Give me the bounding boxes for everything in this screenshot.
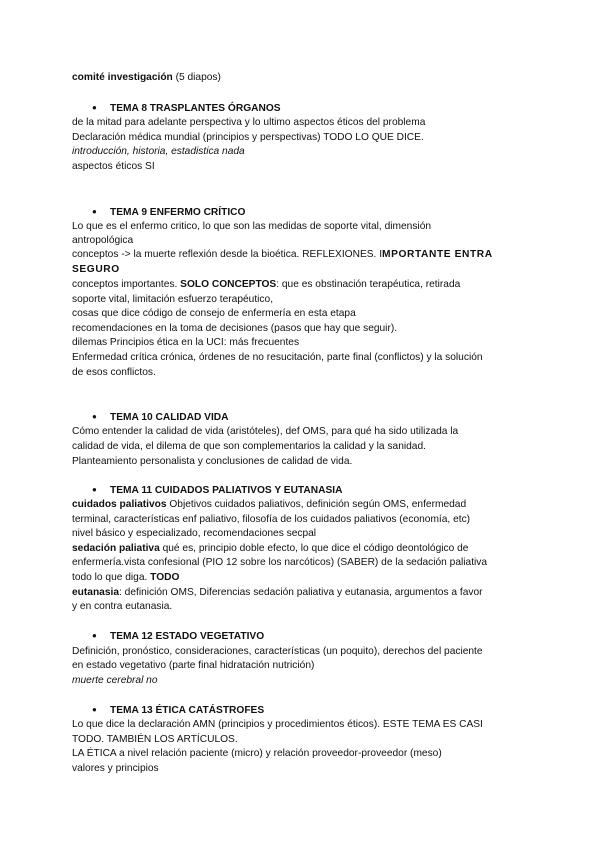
tema-10-line-2: calidad de vida, el dilema de que son complementarios la calidad y la sanidad. <box>72 441 426 452</box>
tema-9-line-3 <box>72 248 542 262</box>
tema-13-line-3: LA ÉTICA a nivel relación paciente (micro) y relación proveedor-proveedor (meso) <box>72 748 442 759</box>
tema-9-heading <box>92 205 562 220</box>
tema-9-line-9: dilemas Principios ética en la UCI: más frecuentes <box>72 337 300 348</box>
tema-12-line-1: Definición, pronóstico, consideraciones, características (un poquito), derechos del paciente <box>72 646 483 657</box>
tema-12-heading <box>92 629 562 644</box>
tema-11-line-4b: qué es, principio doble efecto, lo que dice el código deontológico de <box>159 543 469 554</box>
bullet-icon: ● <box>92 103 97 112</box>
tema-9-line-10: Enfermedad crítica crónica, órdenes de no resucitación, parte final (conflictos) y la solución <box>72 352 483 363</box>
bullet-icon: ● <box>92 631 97 640</box>
intro-rest: (5 diapos) <box>172 72 221 83</box>
tema-11-heading <box>92 483 562 498</box>
tema-9-line-2: antropológica <box>72 235 134 246</box>
tema-12-line-3: muerte cerebral no <box>72 675 158 686</box>
tema-11-title: TEMA 11 CUIDADOS PALIATIVOS Y EUTANASIA <box>110 485 343 496</box>
tema-9-line-5a: conceptos importantes. <box>72 279 181 290</box>
tema-11-line-6 <box>72 571 542 585</box>
tema-9-line-3b: MPORTANTE ENTRA <box>382 249 493 260</box>
tema-13-line-4: valores y principios <box>72 763 159 774</box>
bullet-icon: ● <box>92 705 97 714</box>
tema-10-line-3: Planteamiento personalista y conclusiones de calidad de vida. <box>72 456 353 467</box>
tema-11-line-1b: Objetivos cuidados paliativos, definición según OMS, enfermedad <box>166 499 467 510</box>
tema-11-line-4a: sedación paliativa <box>72 543 160 554</box>
tema-8-line-3: introducción, historia, estadistica nada <box>72 146 245 157</box>
tema-9-line-6: soporte vital, limitación esfuerzo terapéutico, <box>72 294 274 305</box>
tema-9-line-8: recomendaciones en la toma de decisiones (pasos que hay que seguir). <box>72 323 398 334</box>
tema-11-line-2: terminal, características enf paliativo, filosofía de los cuidados paliativos (economía, etc) <box>72 514 471 525</box>
tema-11-line-1a: cuidados paliativos <box>72 499 167 510</box>
tema-9-line-3a: conceptos -> la muerte reflexión desde la bioética. REFLEXIONES. I <box>72 249 383 260</box>
intro-line <box>72 71 542 85</box>
tema-8-line-1: de la mitad para adelante perspectiva y lo ultimo aspectos éticos del problema <box>72 117 426 128</box>
tema-9-line-5 <box>72 278 542 292</box>
tema-11-line-3: nivel básico y especializado, recomendaciones secpal <box>72 528 317 539</box>
tema-10-line-1: Cómo entender la calidad de vida (aristóteles), def OMS, para qué ha sido utilizada la <box>72 426 459 437</box>
tema-10-heading <box>92 410 562 425</box>
tema-8-title: TEMA 8 TRASPLANTES ÓRGANOS <box>110 103 281 114</box>
tema-10-title: TEMA 10 CALIDAD VIDA <box>110 412 229 423</box>
tema-12-line-2: en estado vegetativo (parte final hidratación nutrición) <box>72 660 315 671</box>
bullet-icon: ● <box>92 485 97 494</box>
tema-13-line-1: Lo que dice la declaración AMN (principios y procedimientos éticos). ESTE TEMA ES CASI <box>72 719 483 730</box>
tema-11-line-7a: eutanasia <box>72 587 119 598</box>
tema-11-line-1 <box>72 498 542 512</box>
tema-11-line-4 <box>72 542 542 556</box>
tema-9-line-11: de esos conflictos. <box>72 367 156 378</box>
bullet-icon: ● <box>92 412 97 421</box>
tema-11-line-7b: : definición OMS, Diferencias sedación paliativa y eutanasia, argumentos a favor <box>119 587 483 598</box>
tema-12-title: TEMA 12 ESTADO VEGETATIVO <box>110 631 265 642</box>
tema-11-line-6b: TODO <box>150 572 180 583</box>
tema-13-line-2: TODO. TAMBIÉN LOS ARTÍCULOS. <box>72 734 238 745</box>
tema-9-line-5c: : que es obstinación terapéutica, retirada <box>276 279 461 290</box>
tema-9-line-4: SEGURO <box>72 264 120 275</box>
tema-11-line-5: enfermería.vista confesional (PIO 12 sobre los narcóticos) (SABER) de la sedación paliativa <box>72 557 488 568</box>
tema-9-line-1: Lo que es el enfermo critico, lo que son las medidas de soporte vital, dimensión <box>72 221 432 232</box>
tema-9-title: TEMA 9 ENFERMO CRÍTICO <box>110 207 246 218</box>
tema-11-line-7 <box>72 586 542 600</box>
tema-11-line-8: y en contra eutanasia. <box>72 601 173 612</box>
tema-8-line-4: aspectos éticos SI <box>72 161 155 172</box>
tema-8-line-2: Declaración médica mundial (principios y perspectivas) TODO LO QUE DICE. <box>72 132 424 143</box>
tema-13-title: TEMA 13 ÉTICA CATÁSTROFES <box>110 705 265 716</box>
tema-8-heading <box>92 101 562 116</box>
bullet-icon: ● <box>92 207 97 216</box>
tema-13-heading <box>92 703 562 718</box>
tema-9-line-5b: SOLO CONCEPTOS <box>180 279 277 290</box>
tema-11-line-6a: todo lo que diga. <box>72 572 151 583</box>
intro-bold: comité investigación <box>72 72 173 83</box>
tema-9-line-7: cosas que dice código de consejo de enfermería en esta etapa <box>72 308 356 319</box>
